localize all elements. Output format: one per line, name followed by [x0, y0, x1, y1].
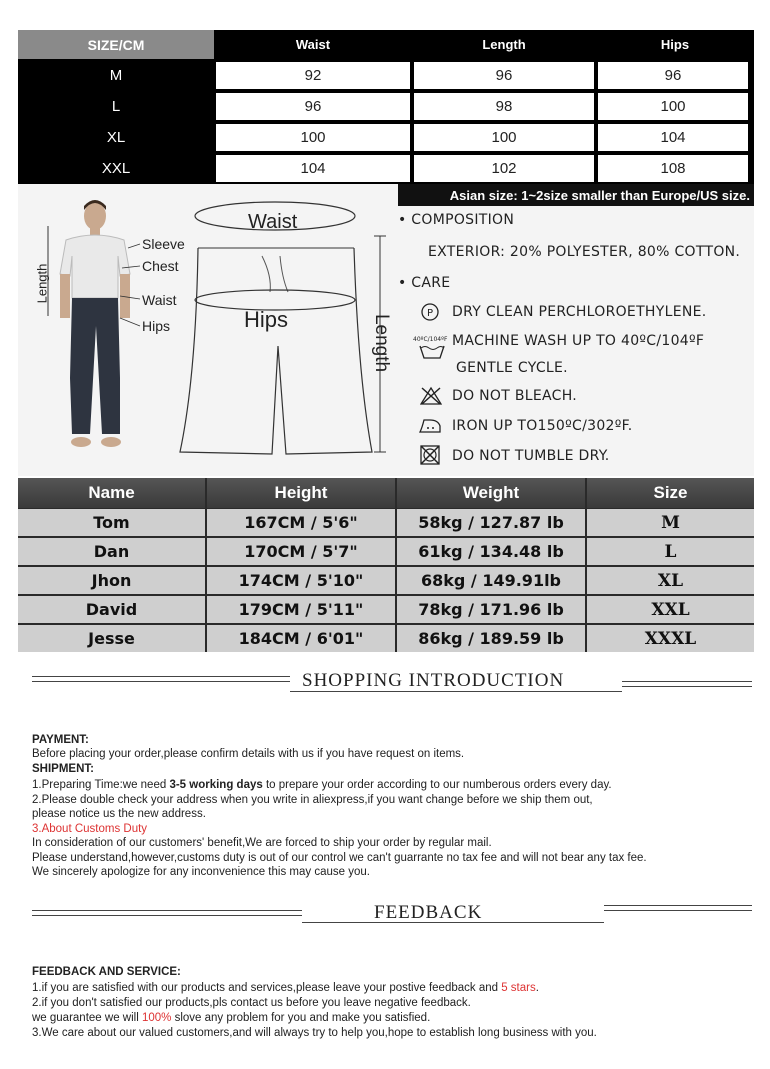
model-height: 174CM / 5'10" [207, 567, 395, 594]
divider [622, 681, 752, 682]
model-weight: 61kg / 134.48 lb [397, 538, 585, 565]
size-hips: 100 [598, 93, 748, 120]
model-chest-label: Chest [142, 258, 179, 274]
shorts-hips-label: Hips [244, 307, 289, 332]
payment-text: Before placing your order,please confirm details with us if you have request on items. [32, 748, 465, 760]
care-dry-clean: DRY CLEAN PERCHLOROETHYLENE. [452, 304, 707, 320]
model-hips-label: Hips [142, 318, 171, 334]
divider [604, 910, 752, 911]
shorts-length-label: Length [371, 313, 393, 373]
size-hips: 96 [598, 62, 748, 89]
size-table [18, 30, 754, 184]
working-days: 3-5 working days [169, 779, 263, 791]
divider [32, 915, 302, 916]
feedback-line-2: 2.if you don't satisfied our products,pls contact us before you leave negative feedback. [32, 997, 471, 1009]
feedback-line-1: 1.if you are satisfied with our products and services,please leave your postive feedback and 5 stars. [32, 982, 539, 994]
size-waist: 100 [216, 124, 410, 151]
model-weight: 86kg / 189.59 lb [397, 625, 585, 652]
model-length-label: Length [34, 263, 50, 304]
model-height: 170CM / 5'7" [207, 538, 395, 565]
model-waist-label: Waist [142, 292, 177, 308]
customs-duty-title: 3.About Customs Duty [32, 823, 148, 835]
size-hips: 104 [598, 124, 748, 151]
size-label: XL [106, 129, 126, 146]
five-stars: 5 stars [501, 982, 536, 994]
model-size: XXL [587, 596, 754, 623]
divider [32, 681, 290, 682]
size-row [18, 93, 754, 120]
divider [604, 905, 752, 906]
size-row [18, 124, 754, 151]
care-no-tumble-dry: DO NOT TUMBLE DRY. [452, 448, 610, 464]
model-name: Jhon [18, 567, 205, 594]
size-header-size: SIZE/CM [18, 30, 214, 59]
care-gentle-cycle: GENTLE CYCLE. [456, 360, 568, 376]
no-bleach-icon [420, 386, 442, 406]
model-name: Dan [18, 538, 205, 565]
divider [32, 910, 302, 911]
feedback-line-4: 3.We care about our valued customers,and will always try to help you,hope to establish long business with you. [32, 1027, 597, 1039]
iron-icon [418, 418, 442, 434]
care-iron: IRON UP TO150ºC/302ºF. [452, 418, 633, 434]
shorts-diagram [172, 196, 402, 472]
size-waist: 92 [216, 62, 410, 89]
care-no-bleach: DO NOT BLEACH. [452, 388, 578, 404]
size-row [18, 155, 754, 182]
shipment-line-1: 1.Preparing Time:we need 3-5 working days to prepare your order according to our numberous orders every day. [32, 779, 612, 791]
divider [622, 686, 752, 687]
shipment-line-2: 2.Please double check your address when you write in aliexpress,if you want change before we ship them out, [32, 794, 593, 806]
feedback-subtitle: FEEDBACK AND SERVICE: [32, 966, 181, 978]
model-size: M [587, 509, 754, 536]
size-row [18, 62, 754, 89]
no-tumble-dry-icon [420, 445, 440, 465]
shorts-waist-label: Waist [248, 211, 298, 233]
size-header-length: Length [482, 37, 526, 52]
size-length: 100 [414, 124, 594, 151]
model-size: L [587, 538, 754, 565]
size-label: M [109, 67, 123, 84]
model-size: XXXL [587, 625, 754, 652]
care-title: • CARE [398, 275, 451, 291]
size-header-hips: Hips [660, 37, 690, 52]
model-height: 167CM / 5'6" [207, 509, 395, 536]
care-machine-wash: MACHINE WASH UP TO 40ºC/104ºF [452, 333, 705, 349]
model-weight: 58kg / 127.87 lb [397, 509, 585, 536]
model-name: David [18, 596, 205, 623]
wash-icon-label: 40ºC/104ºF [413, 336, 448, 343]
size-waist: 104 [216, 155, 410, 182]
size-hips: 108 [598, 155, 748, 182]
payment-title: PAYMENT: [32, 734, 89, 746]
composition-title: • COMPOSITION [398, 212, 515, 228]
shipment-title: SHIPMENT: [32, 763, 94, 775]
shipment-line-7: We sincerely apologize for any inconvenience this may cause you. [32, 866, 370, 878]
shipment-line-6: Please understand,however,customs duty is out of our control we can't guarrante no tax fee and will not bear any tax fee. [32, 852, 647, 864]
shipment-line-3: please notice us the new address. [32, 808, 206, 820]
model-header-size: Size [587, 478, 754, 508]
model-header-height: Height [207, 478, 395, 508]
model-height: 184CM / 6'01" [207, 625, 395, 652]
size-length: 96 [414, 62, 594, 89]
size-waist: 96 [216, 93, 410, 120]
dry-clean-icon [420, 302, 440, 322]
size-length: 102 [414, 155, 594, 182]
size-length: 98 [414, 93, 594, 120]
feedback-line-3: we guarantee we will 100% slove any problem for you and make you satisfied. [32, 1012, 431, 1024]
model-name: Tom [18, 509, 205, 536]
size-label: L [111, 98, 121, 115]
model-header-name: Name [18, 478, 205, 508]
model-name: Jesse [18, 625, 205, 652]
svg-text:P: P [426, 308, 434, 319]
asian-size-note: Asian size: 1~2size smaller than Europe/US size. [398, 184, 754, 206]
composition-text: EXTERIOR: 20% POLYESTER, 80% COTTON. [428, 244, 741, 260]
shipment-line-5: In consideration of our customers' benefit,We are forced to ship your order by regular mail. [32, 837, 492, 849]
model-header-weight: Weight [397, 478, 585, 508]
size-label: XXL [101, 160, 131, 177]
hundred-percent: 100% [141, 1012, 172, 1024]
machine-wash-icon [418, 344, 446, 360]
model-table [18, 478, 754, 652]
feedback-title: FEEDBACK [374, 902, 483, 923]
model-height: 179CM / 5'11" [207, 596, 395, 623]
model-weight: 78kg / 171.96 lb [397, 596, 585, 623]
model-sleeve-label: Sleeve [142, 236, 185, 252]
model-size: XL [587, 567, 754, 594]
divider [32, 676, 290, 677]
shopping-title: SHOPPING INTRODUCTION [302, 670, 565, 691]
model-weight: 68kg / 149.91lb [397, 567, 585, 594]
size-header-waist: Waist [295, 37, 331, 52]
